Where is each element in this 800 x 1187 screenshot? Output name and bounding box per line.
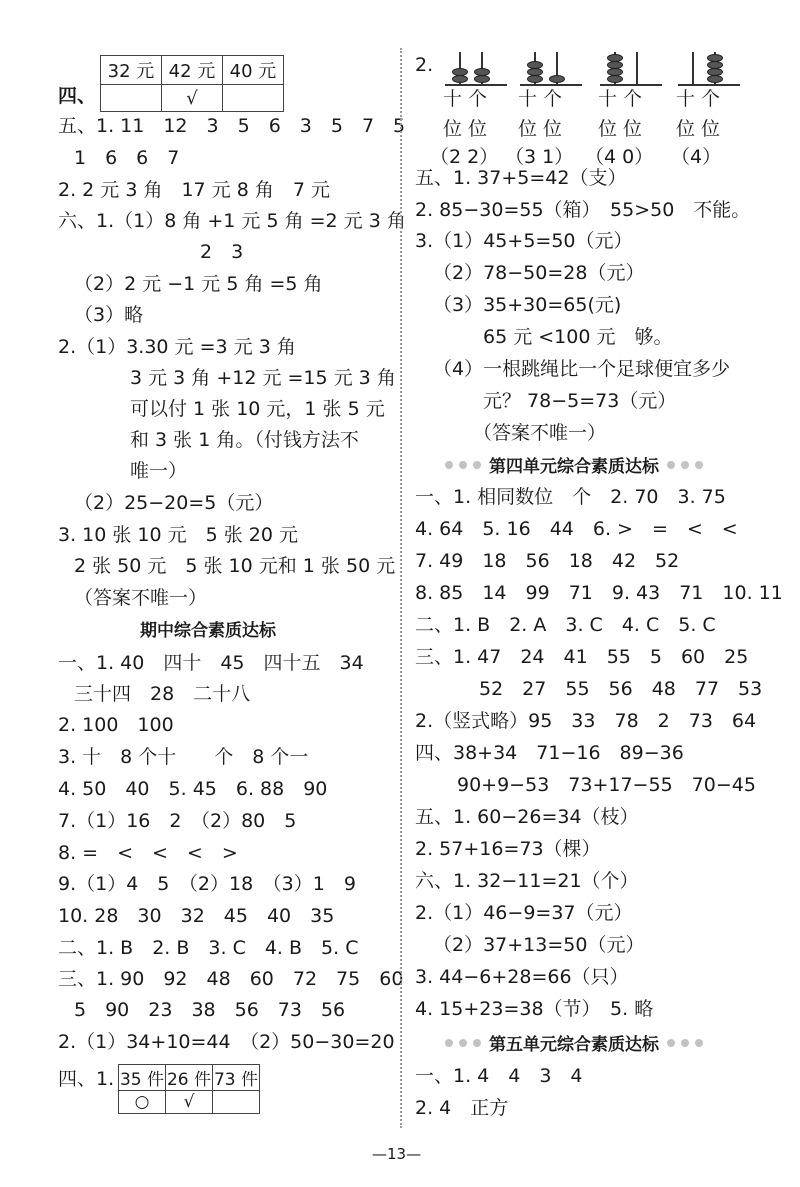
abacus-1-place-top: 十 个 xyxy=(443,88,488,110)
section-title-unit5 xyxy=(445,1030,703,1055)
mark-cell-2: √ xyxy=(162,85,223,112)
answer-line: （答案不唯一） xyxy=(74,587,208,609)
answer-line: （2）2 元 −1 元 5 角 =5 角 xyxy=(74,273,323,295)
answer-line: 六、1. 32−11=21（个） xyxy=(415,870,639,892)
answer-line: 1 6 6 7 xyxy=(74,147,180,169)
answer-line: 三、1. 47 24 41 55 5 60 25 xyxy=(415,646,749,668)
abacus-1 xyxy=(445,52,507,86)
answer-line: 六、1.（1）8 角 +1 元 5 角 =2 元 3 角 xyxy=(58,210,406,232)
answer-line: 65 元 <100 元 够。 xyxy=(483,326,673,348)
answer-line: 9.（1）4 5 （2）18 （3）1 9 xyxy=(58,873,356,895)
abacus-bead-tens xyxy=(527,68,543,76)
answer-line: 五、1. 11 12 3 5 6 3 5 7 5 xyxy=(58,115,406,137)
answer-line: （4）一根跳绳比一个足球便宜多少 xyxy=(433,358,731,380)
answer-line: 2.（竖式略）95 33 78 2 73 64 xyxy=(415,710,757,732)
section-4-label: 四、 xyxy=(58,85,97,107)
question-2-label: 2. xyxy=(415,54,434,76)
count-cell-1: 35 件 xyxy=(119,1065,166,1091)
abacus-bead-ones xyxy=(474,75,490,83)
answer-line: （答案不唯一） xyxy=(473,422,607,444)
column-divider xyxy=(400,48,402,1128)
count-cell-3: 73 件 xyxy=(213,1065,260,1091)
count-mark-2: √ xyxy=(166,1091,213,1114)
answer-line: 三、1. 90 92 48 60 72 75 60 xyxy=(58,968,404,990)
mark-cell-1 xyxy=(101,85,162,112)
abacus-2-place-top: 十 个 xyxy=(518,88,563,110)
answer-line: 3.（1）45+5=50（元） xyxy=(415,230,633,252)
mark-cell-3 xyxy=(223,85,284,112)
abacus-1-place-bottom: 位 位 xyxy=(443,118,488,140)
answer-line: 7.（1）16 2 （2）80 5 xyxy=(58,810,297,832)
answer-line: 4. 64 5. 16 44 6. > = < < xyxy=(415,518,738,540)
answer-line: 四、38+34 71−16 89−36 xyxy=(415,742,684,764)
count-mark-3 xyxy=(213,1091,260,1114)
answer-line: （2）37+13=50（元） xyxy=(433,934,645,956)
abacus-bead-ones xyxy=(707,61,723,69)
answer-line: 10. 28 30 32 45 40 35 xyxy=(58,905,335,927)
answer-line: 三十四 28 二十八 xyxy=(74,683,251,705)
answer-line: （2）78−50=28（元） xyxy=(433,262,645,284)
item-count-table xyxy=(118,1064,260,1114)
answer-line: （3）35+30=65(元) xyxy=(433,294,622,316)
section-title-unit4-text: 第四单元综合素质达标 xyxy=(489,457,659,477)
abacus-bead-tens xyxy=(607,54,623,62)
answer-line: 一、1. 4 4 3 4 xyxy=(415,1065,583,1087)
abacus-bead-tens xyxy=(452,68,468,76)
answer-line: 2.（1）3.30 元 =3 元 3 角 xyxy=(58,336,296,358)
answer-line: 3. 44−6+28=66（只） xyxy=(415,966,629,988)
answer-line: 4. 15+23=38（节） 5. 略 xyxy=(415,998,654,1020)
abacus-bead-tens xyxy=(607,68,623,76)
abacus-4-place-top: 十 个 xyxy=(676,88,721,110)
answer-line: 2.（1）34+10=44 （2）50−30=20 xyxy=(58,1031,395,1053)
abacus-bead-tens xyxy=(452,75,468,83)
section-title-unit4 xyxy=(445,452,703,477)
answer-line: 52 27 55 56 48 77 53 xyxy=(479,678,763,700)
answer-line: 2 张 50 元 5 张 10 元和 1 张 50 元 xyxy=(74,555,396,577)
answer-line: 五、1. 37+5=42（支） xyxy=(415,167,627,189)
answer-line: 五、1. 60−26=34（枝） xyxy=(415,806,639,828)
abacus-bead-ones xyxy=(474,68,490,76)
abacus-bead-tens xyxy=(527,75,543,83)
price-cell-3: 40 元 xyxy=(223,56,284,85)
section-4-1-label: 四、1. xyxy=(58,1068,115,1090)
answer-line: 二、1. B 2. A 3. C 4. C 5. C xyxy=(415,614,716,636)
answer-line: 90+9−53 73+17−55 70−45 xyxy=(457,774,756,796)
abacus-2-value: （3 1） xyxy=(505,146,574,168)
answer-line: 一、1. 40 四十 45 四十五 34 xyxy=(58,652,364,674)
section-title-unit5-text: 第五单元综合素质达标 xyxy=(489,1035,659,1055)
abacus-4 xyxy=(678,52,740,86)
answer-line: 8. = < < < > xyxy=(58,842,238,864)
abacus-3-value: （4 0） xyxy=(585,146,654,168)
abacus-bead-ones xyxy=(707,68,723,76)
abacus-bead-ones xyxy=(549,75,565,83)
decor-dots-left xyxy=(445,1039,481,1047)
count-mark-1: ○ xyxy=(119,1091,166,1114)
answer-line: 2. 85−30=55（箱） 55>50 不能。 xyxy=(415,199,751,221)
answer-line: （3）略 xyxy=(74,304,144,326)
answer-line: 二、1. B 2. B 3. C 4. B 5. C xyxy=(58,937,359,959)
count-cell-2: 26 件 xyxy=(166,1065,213,1091)
page-number: —13— xyxy=(372,1145,422,1163)
price-table xyxy=(100,55,284,112)
abacus-2 xyxy=(520,52,582,86)
abacus-2-place-bottom: 位 位 xyxy=(518,118,563,140)
answer-line: 元？ 78−5=73（元） xyxy=(483,390,677,412)
decor-dots-right xyxy=(667,461,703,469)
decor-dots-left xyxy=(445,461,481,469)
answer-line: 3. 10 张 10 元 5 张 20 元 xyxy=(58,524,299,546)
answer-line: 3. 十 8 个十 个 8 个一 xyxy=(58,746,309,768)
section-title-midterm: 期中综合素质达标 xyxy=(140,621,276,641)
decor-dots-right xyxy=(667,1039,703,1047)
answer-line: 和 3 张 1 角。（付钱方法不 xyxy=(130,429,359,451)
price-cell-1: 32 元 xyxy=(101,56,162,85)
abacus-4-place-bottom: 位 位 xyxy=(676,118,721,140)
abacus-1-value: （2 2） xyxy=(430,146,499,168)
answer-line: 5 90 23 38 56 73 56 xyxy=(74,999,346,1021)
answer-line: 2 3 xyxy=(200,241,244,263)
answer-line: 2. 2 元 3 角 17 元 8 角 7 元 xyxy=(58,179,330,201)
answer-line: 8. 85 14 99 71 9. 43 71 10. 11 xyxy=(415,582,783,604)
answer-line: 2. 100 100 xyxy=(58,714,174,736)
answer-line: 4. 50 40 5. 45 6. 88 90 xyxy=(58,778,328,800)
answer-line: 一、1. 相同数位 个 2. 70 3. 75 xyxy=(415,486,726,508)
abacus-3-place-bottom: 位 位 xyxy=(598,118,643,140)
abacus-bead-tens xyxy=(527,61,543,69)
abacus-bead-tens xyxy=(607,61,623,69)
answer-line: 2. 4 正方 xyxy=(415,1097,509,1119)
answer-line: （2）25−20=5（元） xyxy=(74,492,274,514)
abacus-bead-ones xyxy=(707,75,723,83)
price-cell-2: 42 元 xyxy=(162,56,223,85)
abacus-bead-ones xyxy=(707,54,723,62)
answer-line: 3 元 3 角 +12 元 =15 元 3 角 xyxy=(130,367,396,389)
answer-line: 7. 49 18 56 18 42 52 xyxy=(415,550,680,572)
answer-line: 2. 57+16=73（棵） xyxy=(415,838,601,860)
answer-line: 2.（1）46−9=37（元） xyxy=(415,902,633,924)
abacus-4-value: （4） xyxy=(671,146,722,168)
answer-line: 唯一） xyxy=(130,460,188,482)
answer-line: 可以付 1 张 10 元，1 张 5 元 xyxy=(130,398,385,420)
abacus-bead-tens xyxy=(607,75,623,83)
abacus-3-place-top: 十 个 xyxy=(598,88,643,110)
abacus-3 xyxy=(600,52,662,86)
